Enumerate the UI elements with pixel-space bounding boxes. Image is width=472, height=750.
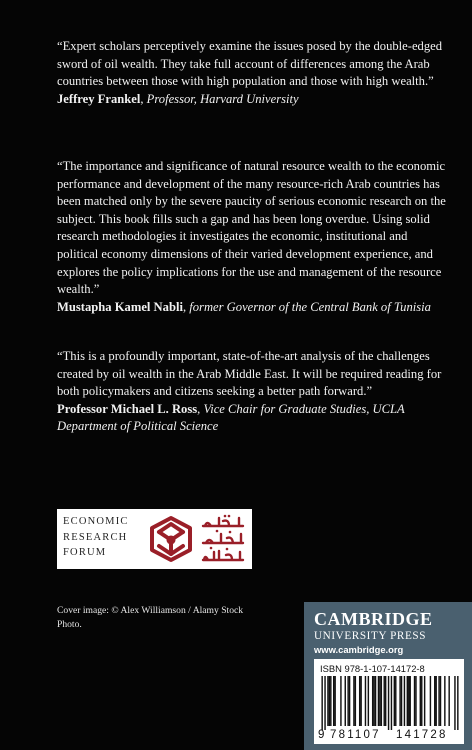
barcode-bar bbox=[401, 676, 402, 726]
barcode-bar bbox=[321, 676, 322, 730]
barcode-bar bbox=[457, 676, 458, 730]
isbn-text: ISBN 978-1-107-14172-8 bbox=[320, 663, 425, 674]
erf-arabic-logotype-icon bbox=[199, 512, 247, 566]
barcode-digits bbox=[318, 729, 462, 743]
barcode-bar bbox=[359, 676, 360, 726]
barcode-bar bbox=[360, 676, 361, 726]
endorsement-text: “This is a profoundly important, state-of-the-art analysis of the challenges created by oil wealth in the Arab Middle East. It will be required reading for both policymakers and citizens seeking a better path forward.” bbox=[57, 349, 442, 399]
barcode-bar bbox=[420, 676, 421, 726]
barcode-bar bbox=[379, 676, 380, 726]
barcode-bar bbox=[454, 676, 455, 730]
barcode-bar bbox=[409, 676, 410, 726]
endorser-role: former Governor of the Central Bank of Tunisia bbox=[189, 299, 431, 314]
barcode-bar bbox=[385, 676, 386, 726]
cover-image-credit: Cover image: © Alex Williamson / Alamy Stock Photo. bbox=[57, 605, 244, 630]
barcode-bar bbox=[407, 676, 408, 726]
endorsement-1 bbox=[57, 38, 449, 108]
barcode-bar bbox=[440, 676, 441, 726]
barcode-bar bbox=[391, 676, 392, 730]
barcode-bar bbox=[365, 676, 366, 726]
barcode-bar bbox=[408, 676, 409, 726]
barcode-left-group: 781107 bbox=[330, 729, 381, 741]
endorsement-attribution: Jeffrey Frankel, Professor, Harvard University bbox=[57, 91, 299, 106]
publisher-subtitle: UNIVERSITY PRESS bbox=[314, 630, 427, 642]
endorser-name: Jeffrey Frankel bbox=[57, 91, 141, 106]
barcode-bar bbox=[373, 676, 374, 726]
endorsement-attribution: Mustapha Kamel Nabli, former Governor of the Central Bank of Tunisia bbox=[57, 299, 431, 314]
barcode-icon bbox=[320, 676, 460, 730]
barcode-bar bbox=[434, 676, 435, 726]
barcode-bar bbox=[347, 676, 348, 726]
publisher-panel bbox=[304, 602, 472, 750]
barcode-bar bbox=[349, 676, 350, 726]
endorsement-attribution: Professor Michael L. Ross, Vice Chair for Graduate Studies, UCLA Department of Political Science bbox=[57, 401, 405, 434]
barcode-bar bbox=[430, 676, 431, 726]
barcode-bar bbox=[394, 676, 395, 726]
barcode-bar bbox=[444, 676, 445, 726]
erf-logo-wordmark bbox=[63, 514, 143, 561]
erf-line-2: RESEARCH bbox=[63, 531, 128, 543]
barcode-bar bbox=[340, 676, 341, 726]
barcode-bar bbox=[375, 676, 376, 726]
barcode-bar bbox=[345, 676, 346, 726]
barcode-bar bbox=[381, 676, 382, 726]
barcode-bar bbox=[404, 676, 405, 726]
endorser-role: Vice Chair for Graduate Studies, UCLA Department of Political Science bbox=[57, 401, 405, 434]
barcode-lead-digit: 9 bbox=[318, 729, 325, 741]
barcode-bar bbox=[372, 676, 373, 726]
barcode-bar bbox=[421, 676, 422, 726]
erf-line-1: ECONOMIC bbox=[63, 516, 129, 527]
publisher-name: CAMBRIDGE bbox=[314, 609, 433, 629]
endorsement-3 bbox=[57, 348, 449, 436]
endorser-name: Mustapha Kamel Nabli bbox=[57, 299, 183, 314]
erf-line-3: FORUM bbox=[63, 547, 107, 558]
publisher-url: www.cambridge.org bbox=[314, 644, 404, 655]
barcode-bar bbox=[378, 676, 379, 726]
barcode-bar bbox=[399, 676, 400, 726]
barcode-label bbox=[314, 659, 464, 744]
barcode-bar bbox=[333, 676, 334, 726]
erf-emblem-icon bbox=[145, 514, 197, 564]
barcode-bar bbox=[415, 676, 416, 726]
barcode-bar bbox=[388, 676, 389, 730]
barcode-bar bbox=[330, 676, 331, 726]
barcode-bar bbox=[368, 676, 369, 726]
barcode-bar bbox=[324, 676, 325, 730]
barcode-bar bbox=[438, 676, 439, 726]
barcode-bar bbox=[329, 676, 330, 726]
barcode-bar bbox=[353, 676, 354, 726]
barcode-bar bbox=[334, 676, 335, 726]
endorsement-text: “Expert scholars perceptively examine the issues posed by the double-edged sword of oil wealth. They take full account of differences among the Arab countries between those with high population and those with high wealth.” bbox=[57, 39, 443, 89]
barcode-bar bbox=[327, 676, 328, 726]
endorsement-text: “The importance and significance of natural resource wealth to the economic performance and development of the many resource-rich Arab countries has been matched only by the severe paucity of serious economic research on the subject. This book fills such a gap and has been long overdue. Using solid research methodologies it investigates the economic, institutional and political economy dimensions of their varied development experience, and explores the policy implications for the use and management of the resource wealth.” bbox=[57, 159, 446, 297]
endorser-role: Professor, Harvard University bbox=[146, 91, 299, 106]
barcode-bar bbox=[384, 676, 385, 726]
barcode-bar bbox=[448, 676, 449, 726]
erf-logo bbox=[57, 509, 252, 569]
barcode-bar bbox=[414, 676, 415, 726]
endorsement-2 bbox=[57, 158, 449, 316]
barcode-bar bbox=[435, 676, 436, 726]
barcode-bar bbox=[395, 676, 396, 726]
barcode-bar bbox=[355, 676, 356, 726]
endorser-name: Professor Michael L. Ross bbox=[57, 401, 198, 416]
barcode-right-group: 141728 bbox=[396, 729, 448, 741]
barcode-bar bbox=[424, 676, 425, 726]
